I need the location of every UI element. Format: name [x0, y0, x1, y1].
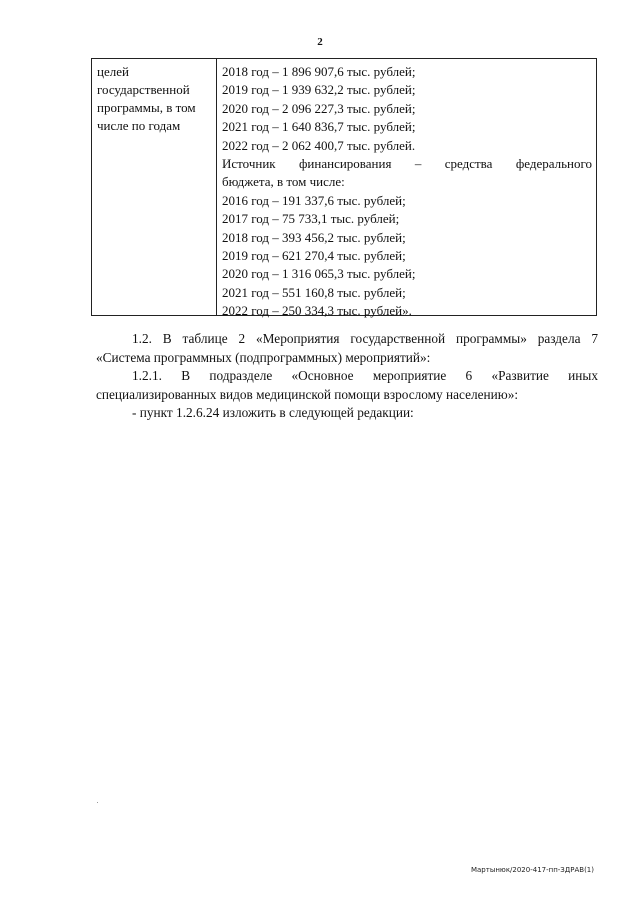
table-left-cell: [92, 59, 217, 315]
funding-line: 2018 год – 1 896 907,6 тыс. рублей;: [222, 64, 416, 79]
federal-funding-line: 2017 год – 75 733,1 тыс. рублей;: [222, 211, 400, 227]
funding-line: 2022 год – 2 062 400,7 тыс. рублей.: [222, 137, 416, 153]
federal-funding-line: 2019 год – 621 270,4 тыс. рублей;: [222, 248, 406, 264]
left-cell-line: программы, в том: [97, 100, 196, 115]
paragraph-3-line-1: - пункт 1.2.6.24 изложить в следующей редакции:: [132, 405, 414, 420]
left-cell-line: числе по годам: [97, 118, 181, 133]
scan-speck: [97, 802, 98, 803]
federal-funding-line: 2016 год – 191 337,6 тыс. рублей;: [222, 192, 406, 208]
page-number: 2: [317, 36, 323, 48]
federal-funding-line: 2022 год – 250 334,3 тыс. рублей».: [222, 303, 412, 319]
paragraph-1-line-1: 1.2. В таблице 2 «Мероприятия государственной программы» раздела 7: [132, 331, 598, 346]
funding-line: 2019 год – 1 939 632,2 тыс. рублей;: [222, 82, 416, 98]
paragraph-2-line-1: 1.2.1. В подразделе «Основное мероприятие 6 «Развитие иных: [132, 368, 598, 383]
source-line: Источник финансирования – средства федерального: [222, 156, 592, 172]
federal-funding-line: 2021 год – 551 160,8 тыс. рублей;: [222, 284, 406, 300]
funding-line: 2020 год – 2 096 227,3 тыс. рублей;: [222, 100, 416, 116]
federal-funding-line: 2018 год – 393 456,2 тыс. рублей;: [222, 229, 406, 245]
source-line: бюджета, в том числе:: [222, 174, 345, 190]
paragraph-1-line-2: «Система программных (подпрограммных) мероприятий»:: [96, 349, 431, 365]
funding-table: [91, 58, 597, 319]
table-right-cell: [217, 59, 596, 321]
funding-line: 2021 год – 1 640 836,7 тыс. рублей;: [222, 119, 416, 135]
left-cell-line: государственной: [97, 82, 190, 97]
federal-funding-line: 2020 год – 1 316 065,3 тыс. рублей;: [222, 266, 416, 282]
paragraph-2-line-2: специализированных видов медицинской помощи взрослому населению»:: [96, 386, 519, 402]
document-footer-code: Мартынюк/2020-417-пп-ЗДРАВ(1): [470, 866, 594, 874]
left-cell-line: целей: [97, 64, 129, 79]
body-text: [96, 330, 598, 423]
